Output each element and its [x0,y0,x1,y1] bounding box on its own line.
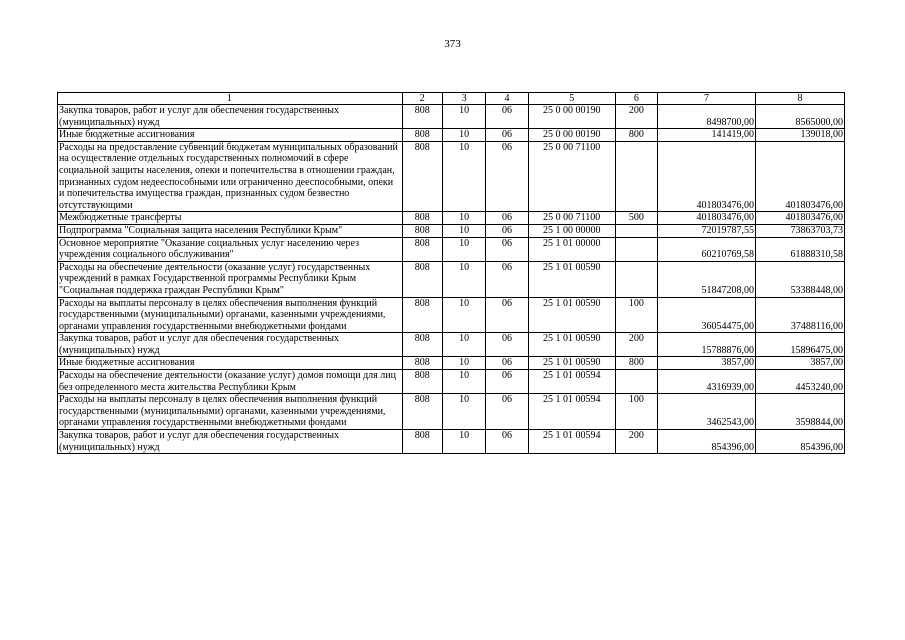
expense-name-cell: Межбюджетные трансферты [58,212,403,225]
amount-col7-cell: 15788876,00 [658,333,756,357]
ministry-code-cell: 808 [402,333,442,357]
table-row [58,212,845,225]
expense-name-cell: Иные бюджетные ассигнования [58,129,403,142]
section-code-cell: 10 [442,105,485,129]
expense-type-cell: 200 [615,105,657,129]
amount-col8-cell: 73863703,73 [756,224,845,237]
amount-col8-cell: 3598844,00 [756,394,845,430]
expense-type-cell: 500 [615,212,657,225]
section-code-cell: 10 [442,224,485,237]
expense-type-cell [615,261,657,297]
amount-col7-cell: 141419,00 [658,129,756,142]
target-article-cell: 25 1 00 00000 [528,224,615,237]
target-article-cell: 25 0 00 71100 [528,141,615,212]
page-number: 373 [444,38,461,50]
expense-type-cell: 800 [615,129,657,142]
amount-col8-cell: 15896475,00 [756,333,845,357]
target-article-cell: 25 1 01 00594 [528,394,615,430]
subsection-code-cell: 06 [486,430,528,454]
amount-col8-cell: 37488116,00 [756,297,845,333]
section-code-cell: 10 [442,297,485,333]
subsection-code-cell: 06 [486,333,528,357]
expense-type-cell [615,370,657,394]
target-article-cell: 25 1 01 00590 [528,357,615,370]
table-header-row [58,93,845,105]
amount-col8-cell: 401803476,00 [756,212,845,225]
table-row [58,394,845,430]
amount-col7-cell: 401803476,00 [658,141,756,212]
table-row [58,224,845,237]
ministry-code-cell: 808 [402,370,442,394]
target-article-cell: 25 0 00 00190 [528,129,615,142]
section-code-cell: 10 [442,237,485,261]
expense-type-cell: 200 [615,333,657,357]
table-row [58,297,845,333]
amount-col8-cell: 3857,00 [756,357,845,370]
section-code-cell: 10 [442,141,485,212]
expense-type-cell [615,237,657,261]
expense-type-cell [615,141,657,212]
amount-col7-cell: 72019787,55 [658,224,756,237]
expense-name-cell: Иные бюджетные ассигнования [58,357,403,370]
ministry-code-cell: 808 [402,105,442,129]
expense-name-cell: Расходы на выплаты персоналу в целях обеспечения выполнения функций государственными (муниципальными) органами, казенными учреждениями, органами управления государственными внебюджетными фондами [58,394,403,430]
amount-col7-cell: 8498700,00 [658,105,756,129]
column-header: 2 [402,93,442,105]
subsection-code-cell: 06 [486,105,528,129]
ministry-code-cell: 808 [402,141,442,212]
expense-type-cell: 100 [615,297,657,333]
expense-type-cell: 200 [615,430,657,454]
subsection-code-cell: 06 [486,141,528,212]
amount-col7-cell: 3462543,00 [658,394,756,430]
column-header: 8 [756,93,845,105]
expense-name-cell: Подпрограмма "Социальная защита населения Республики Крым" [58,224,403,237]
expense-name-cell: Закупка товаров, работ и услуг для обеспечения государственных (муниципальных) нужд [58,430,403,454]
expense-name-cell: Расходы на выплаты персоналу в целях обеспечения выполнения функций государственными (муниципальными) органами, казенными учреждениями, органами управления государственными внебюджетными фондами [58,297,403,333]
amount-col8-cell: 61888310,58 [756,237,845,261]
amount-col8-cell: 139018,00 [756,129,845,142]
amount-col7-cell: 854396,00 [658,430,756,454]
section-code-cell: 10 [442,333,485,357]
expense-name-cell: Закупка товаров, работ и услуг для обеспечения государственных (муниципальных) нужд [58,333,403,357]
amount-col8-cell: 4453240,00 [756,370,845,394]
section-code-cell: 10 [442,357,485,370]
column-header: 1 [58,93,403,105]
target-article-cell: 25 0 00 71100 [528,212,615,225]
table-row [58,357,845,370]
table-row [58,237,845,261]
target-article-cell: 25 1 01 00594 [528,430,615,454]
table-row [58,141,845,212]
section-code-cell: 10 [442,430,485,454]
amount-col7-cell: 401803476,00 [658,212,756,225]
section-code-cell: 10 [442,129,485,142]
subsection-code-cell: 06 [486,394,528,430]
expense-name-cell: Основное мероприятие "Оказание социальных услуг населению через учреждения социального обслуживания" [58,237,403,261]
table-row [58,430,845,454]
ministry-code-cell: 808 [402,297,442,333]
expense-name-cell: Расходы на предоставление субвенций бюджетам муниципальных образований на осуществление отдельных государственных полномочий в сфере социальной защиты населения, опеки и попечительства в отношении граждан, признанных судом недееспособными или ограниченно дееспособными, опеки и попечительства имущества граждан, признанных судом безвестно отсутствующими [58,141,403,212]
ministry-code-cell: 808 [402,212,442,225]
amount-col8-cell: 401803476,00 [756,141,845,212]
subsection-code-cell: 06 [486,357,528,370]
ministry-code-cell: 808 [402,224,442,237]
table-body [58,93,845,454]
section-code-cell: 10 [442,212,485,225]
amount-col7-cell: 3857,00 [658,357,756,370]
column-header: 3 [442,93,485,105]
amount-col8-cell: 854396,00 [756,430,845,454]
target-article-cell: 25 1 01 00594 [528,370,615,394]
amount-col7-cell: 4316939,00 [658,370,756,394]
target-article-cell: 25 1 01 00590 [528,297,615,333]
amount-col7-cell: 60210769,58 [658,237,756,261]
subsection-code-cell: 06 [486,237,528,261]
subsection-code-cell: 06 [486,297,528,333]
subsection-code-cell: 06 [486,261,528,297]
section-code-cell: 10 [442,261,485,297]
target-article-cell: 25 1 01 00000 [528,237,615,261]
expense-name-cell: Расходы на обеспечение деятельности (оказание услуг) домов помощи для лиц без определенного места жительства Республики Крым [58,370,403,394]
amount-col8-cell: 53388448,00 [756,261,845,297]
table-row [58,370,845,394]
table-row [58,333,845,357]
column-header: 7 [658,93,756,105]
amount-col7-cell: 36054475,00 [658,297,756,333]
ministry-code-cell: 808 [402,129,442,142]
table-row [58,129,845,142]
amount-col8-cell: 8565000,00 [756,105,845,129]
column-header: 5 [528,93,615,105]
column-header: 4 [486,93,528,105]
ministry-code-cell: 808 [402,261,442,297]
expense-type-cell [615,224,657,237]
subsection-code-cell: 06 [486,224,528,237]
ministry-code-cell: 808 [402,394,442,430]
expense-name-cell: Расходы на обеспечение деятельности (оказание услуг) государственных учреждений в рамках Государственной программы Республики Крым "Социальная поддержка граждан Республики Крым" [58,261,403,297]
ministry-code-cell: 808 [402,430,442,454]
expense-type-cell: 800 [615,357,657,370]
target-article-cell: 25 1 01 00590 [528,261,615,297]
expense-type-cell: 100 [615,394,657,430]
amount-col7-cell: 51847208,00 [658,261,756,297]
budget-table [57,92,845,454]
subsection-code-cell: 06 [486,212,528,225]
subsection-code-cell: 06 [486,129,528,142]
expense-name-cell: Закупка товаров, работ и услуг для обеспечения государственных (муниципальных) нужд [58,105,403,129]
ministry-code-cell: 808 [402,357,442,370]
section-code-cell: 10 [442,370,485,394]
target-article-cell: 25 1 01 00590 [528,333,615,357]
target-article-cell: 25 0 00 00190 [528,105,615,129]
section-code-cell: 10 [442,394,485,430]
table-row [58,105,845,129]
column-header: 6 [615,93,657,105]
ministry-code-cell: 808 [402,237,442,261]
table-row [58,261,845,297]
subsection-code-cell: 06 [486,370,528,394]
